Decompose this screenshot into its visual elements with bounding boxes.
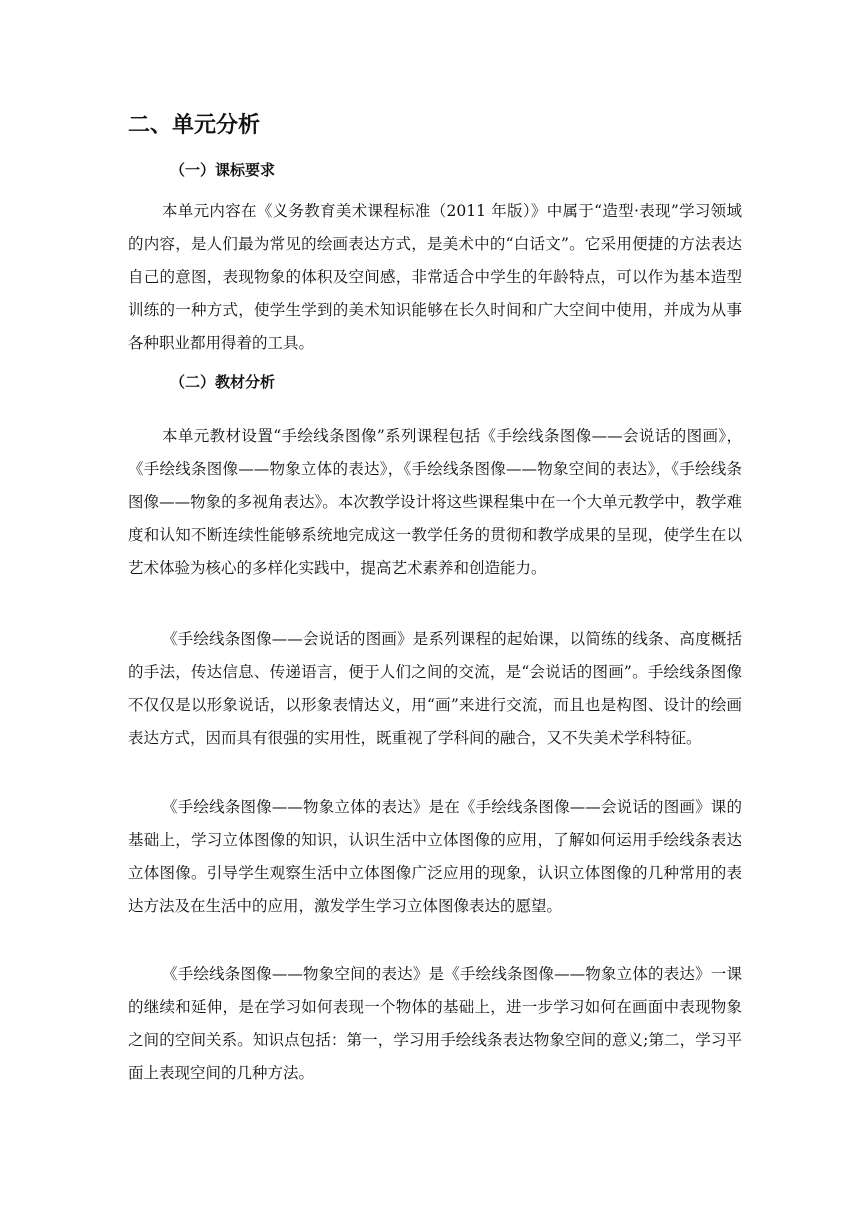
paragraph-curriculum: 本单元内容在《义务教育美术课程标准（2011 年版）》中属于“造型·表现”学习领域的内容，是人们最为常见的绘画表达方式，是美术中的“白话文”。它采用便捷的方法表达自己的意图，表现物象的体积及空间感，非常适合中学生的年龄特点，可以作为基本造型训练的一种方式，使学生学到的美术知识能够在长久时间和广大空间中使用，并成为从事各种职业都用得着的工具。 <box>128 202 742 352</box>
paragraph-lesson-talking-pictures: 《手绘线条图像——会说话的图画》是系列课程的起始课，以简练的线条、高度概括的手法，传达信息、传递语言，便于人们之间的交流，是“会说话的图画”。手绘线条图像不仅仅是以形象说话，以形象表情达义，用“画”来进行交流，而且也是构图、设计的绘画表达方式，因而具有很强的实用性，既重视了学科间的融合，又不失美术学科特征。 <box>128 630 742 747</box>
subsection-title-curriculum: （一）课标要求 <box>170 161 276 179</box>
subsection-title-textbook: （二）教材分析 <box>170 373 276 391</box>
paragraph-lesson-3d-expression: 《手绘线条图像——物象立体的表达》是在《手绘线条图像——会说话的图画》课的基础上，学习立体图像的知识，认识生活中立体图像的应用，了解如何运用手绘线条表达立体图像。引导学生观察生活中立体图像广泛应用的现象，认识立体图像的几种常用的表达方法及在生活中的应用，激发学生学习立体图像表达的愿望。 <box>128 798 742 915</box>
section-heading: 二、单元分析 <box>128 113 261 138</box>
paragraph-textbook-overview: 本单元教材设置“手绘线条图像”系列课程包括《手绘线条图像——会说话的图画》，《手绘线条图像——物象立体的表达》，《手绘线条图像——物象空间的表达》，《手绘线条图像——物象的多视角表达》。本次教学设计将这些课程集中在一个大单元教学中，教学难度和认知不断连续性能够系统地完成这一教学任务的贯彻和教学成果的呈现，使学生在以艺术体验为核心的多样化实践中，提高艺术素养和创造能力。 <box>128 427 742 577</box>
paragraph-lesson-space-expression: 《手绘线条图像——物象空间的表达》是《手绘线条图像——物象立体的表达》一课的继续和延伸，是在学习如何表现一个物体的基础上，进一步学习如何在画面中表现物象之间的空间关系。知识点包括：第一，学习用手绘线条表达物象空间的意义;第二，学习平面上表现空间的几种方法。 <box>128 965 742 1082</box>
